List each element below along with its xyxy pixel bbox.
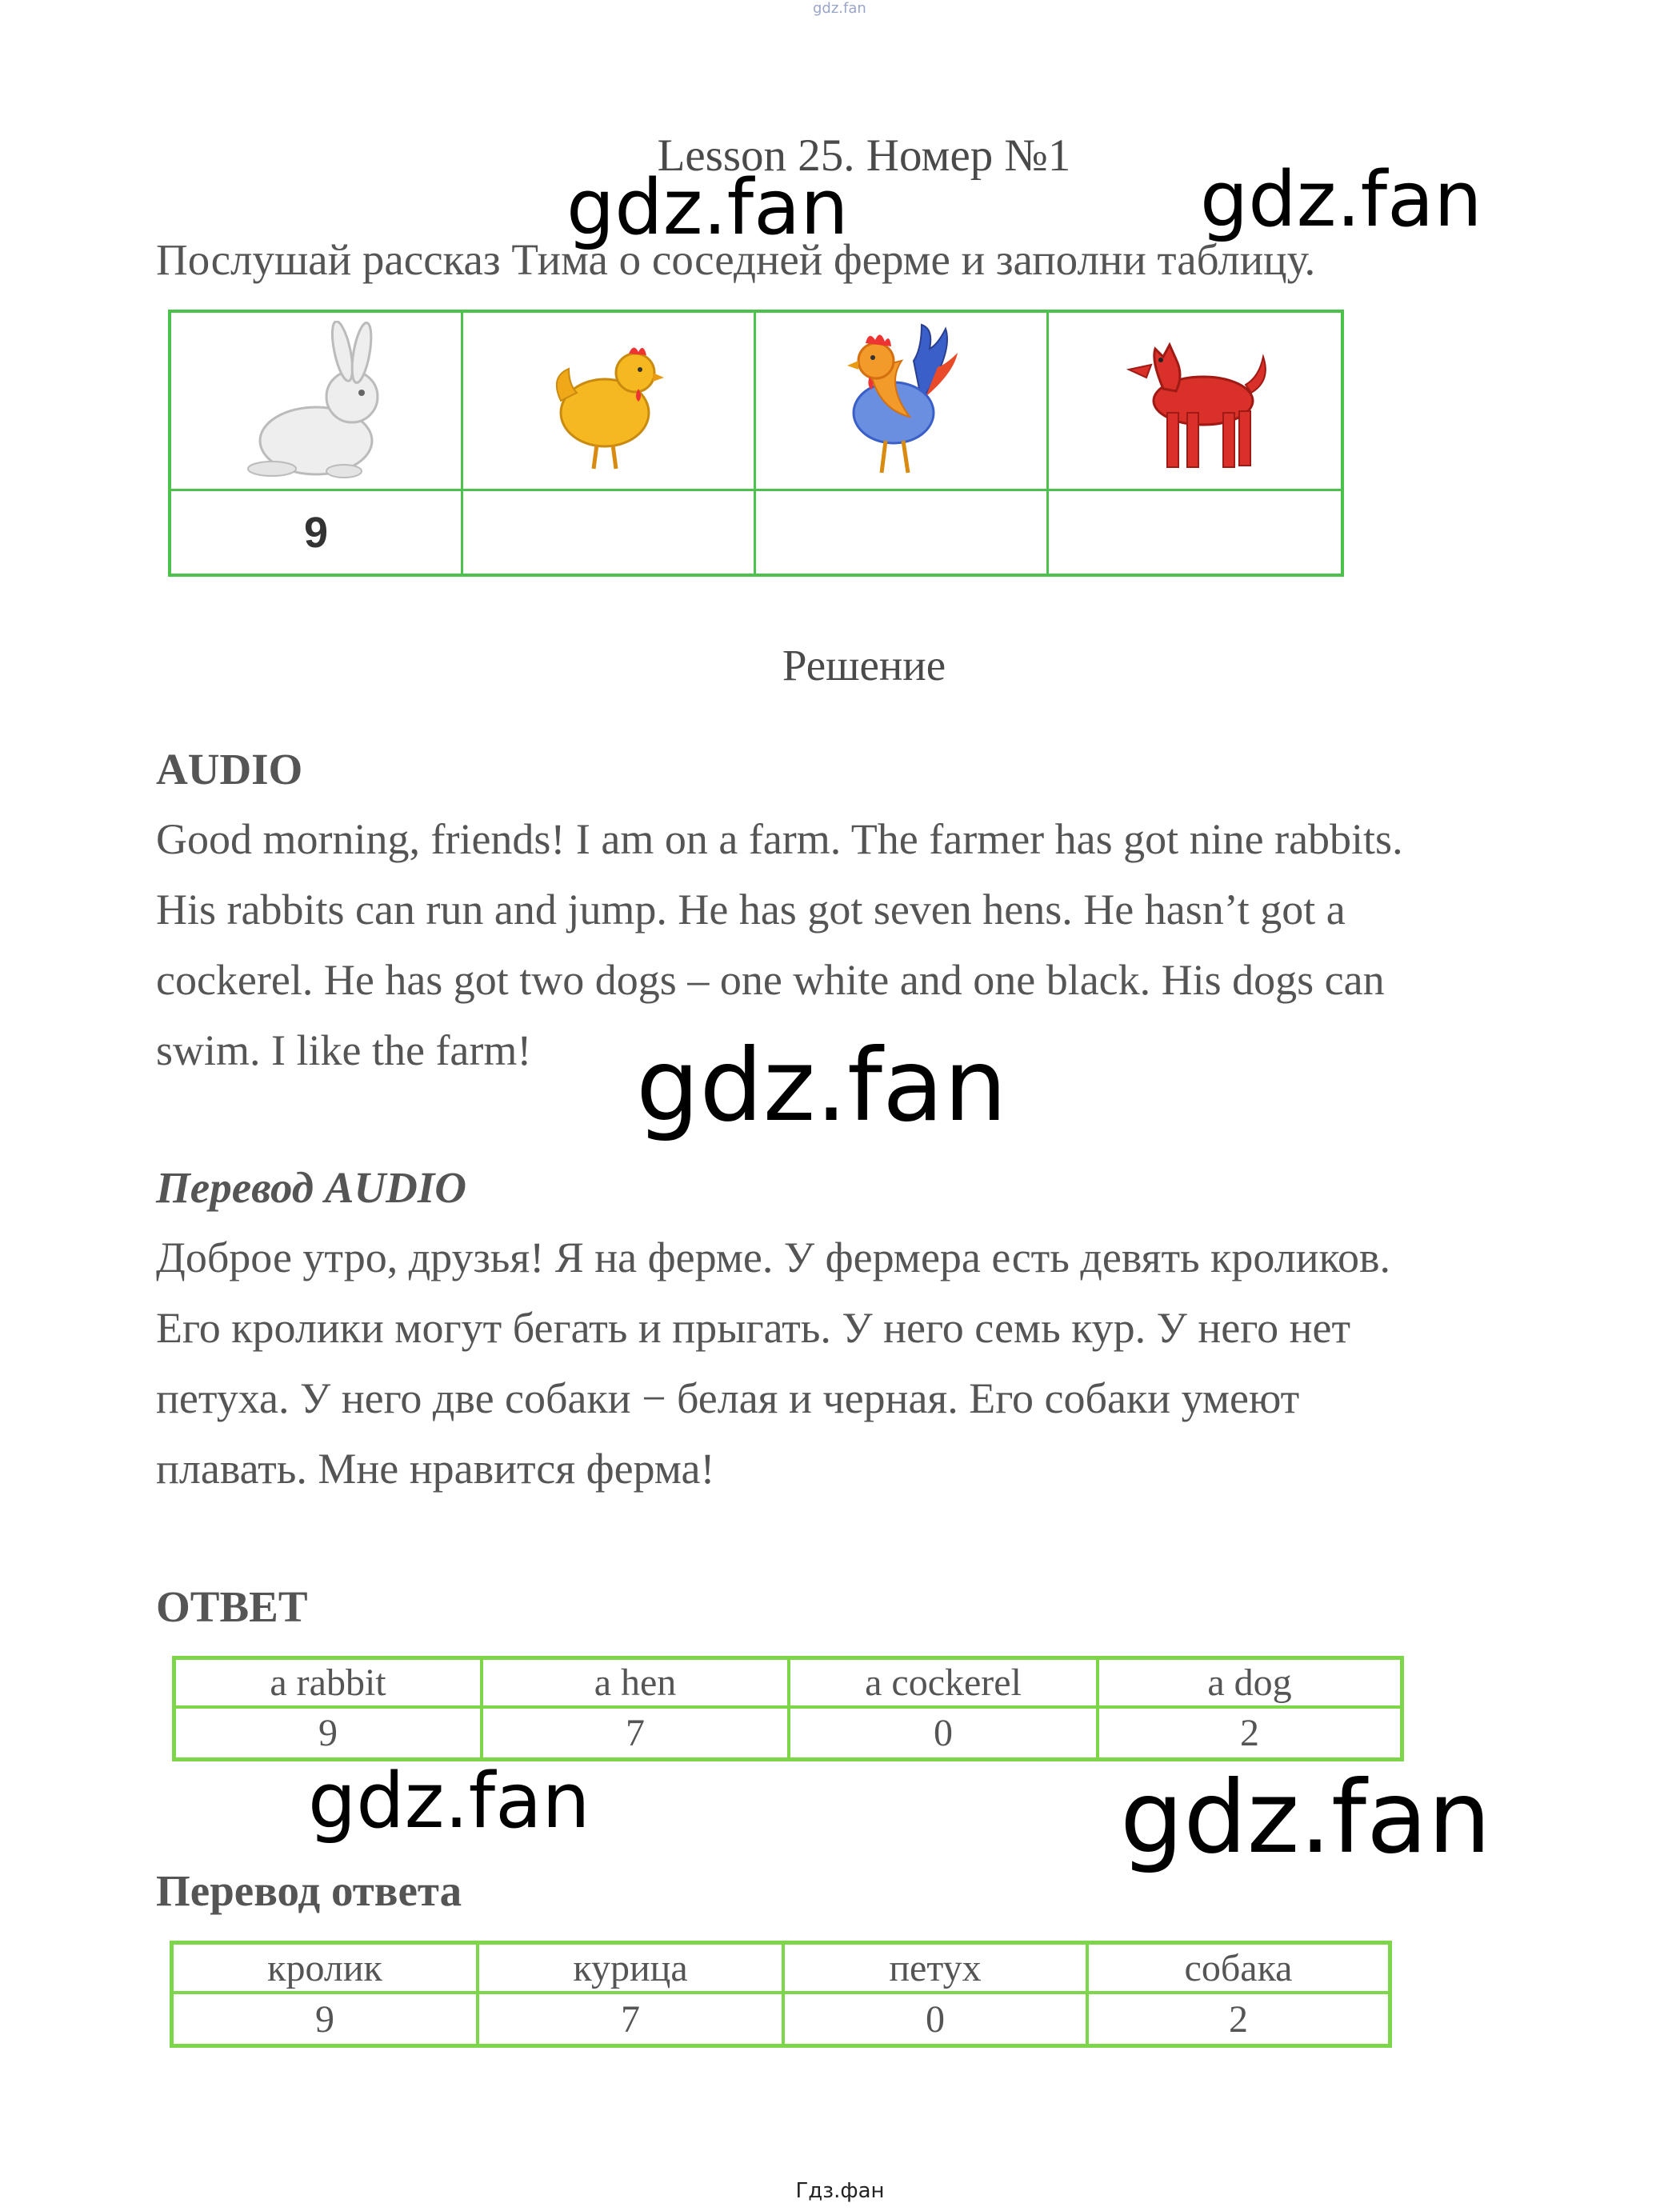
cockerel-icon: [838, 321, 966, 481]
answer-value-cell: 7: [483, 1709, 790, 1757]
translation-header-cell: петух: [785, 1945, 1089, 1994]
solution-title: Решение: [782, 641, 946, 690]
audio-line: cockerel. He has got two dogs – one white and one black. His dogs can: [156, 956, 1385, 1004]
top-watermark: gdz.fan: [813, 0, 866, 17]
answer-header-cell: a dog: [1099, 1660, 1400, 1709]
answer-value-cell: 9: [176, 1709, 483, 1757]
answer-heading: ОТВЕТ: [156, 1582, 308, 1631]
animals-table: [168, 310, 1344, 577]
watermark: gdz.fan: [1200, 156, 1482, 244]
translation-header-cell: собака: [1089, 1945, 1388, 1994]
page-title: Lesson 25. Номер №1: [657, 130, 1071, 181]
watermark: gdz.fan: [308, 1757, 590, 1845]
answer-header-cell: a hen: [483, 1660, 790, 1709]
translation-value-cell: 7: [479, 1994, 785, 2044]
rabbit-count: 9: [303, 508, 329, 557]
translation-text: [156, 1222, 1564, 1504]
answer-header-cell: a cockerel: [790, 1660, 1099, 1709]
watermark: gdz.fan: [1120, 1760, 1491, 1876]
rabbit-icon: [240, 321, 392, 481]
audio-line: His rabbits can run and jump. He has got seven hens. He hasn’t got a: [156, 886, 1346, 934]
watermark: gdz.fan: [636, 1028, 1007, 1144]
cockerel-count-cell[interactable]: [756, 491, 1049, 574]
task-text: Послушай рассказ Тима о соседней ферме и заполни таблицу.: [156, 235, 1316, 284]
translation-heading: Перевод AUDIO: [156, 1163, 467, 1212]
answer-value-cell: 2: [1240, 1712, 1259, 1754]
answer-value-cell: 0: [790, 1709, 1099, 1757]
cockerel-cell: [756, 313, 1049, 491]
hen-cell: [463, 313, 756, 491]
audio-line: swim. I like the farm!: [156, 1026, 532, 1074]
answer-header-cell: a rabbit: [176, 1660, 483, 1709]
audio-heading: AUDIO: [156, 745, 303, 794]
watermark: gdz.fan: [566, 164, 849, 252]
translation-header-cell: кролик: [174, 1945, 479, 1994]
dog-icon: [1119, 325, 1271, 477]
translation-value-cell: 0: [785, 1994, 1089, 2044]
hen-count-cell[interactable]: [463, 491, 756, 574]
answer-translation-heading: Перевод ответа: [156, 1866, 462, 1915]
translation-header-cell: курица: [479, 1945, 785, 1994]
translation-value-cell: 2: [1229, 1997, 1248, 2041]
translation-line: петуха. У него две собаки − белая и черная. Его собаки умеют: [156, 1374, 1300, 1422]
dog-count-cell[interactable]: [1049, 491, 1341, 574]
footer-text: Гдз.фан: [795, 2179, 885, 2203]
audio-line: Good morning, friends! I am on a farm. The farmer has got nine rabbits.: [156, 815, 1403, 863]
rabbit-count-cell: [171, 491, 463, 574]
dog-cell: [1049, 313, 1341, 491]
answer-table: [172, 1656, 1404, 1761]
translation-line: Его кролики могут бегать и прыгать. У него семь кур. У него нет: [156, 1304, 1351, 1352]
translation-line: Доброе утро, друзья! Я на ферме. У фермера есть девять кроликов.: [156, 1233, 1391, 1281]
answer-translation-table: [170, 1941, 1392, 2048]
translation-value-cell: 9: [174, 1994, 479, 2044]
rabbit-cell: [171, 313, 463, 491]
translation-line: плавать. Мне нравится ферма!: [156, 1445, 715, 1493]
hen-icon: [549, 325, 669, 477]
